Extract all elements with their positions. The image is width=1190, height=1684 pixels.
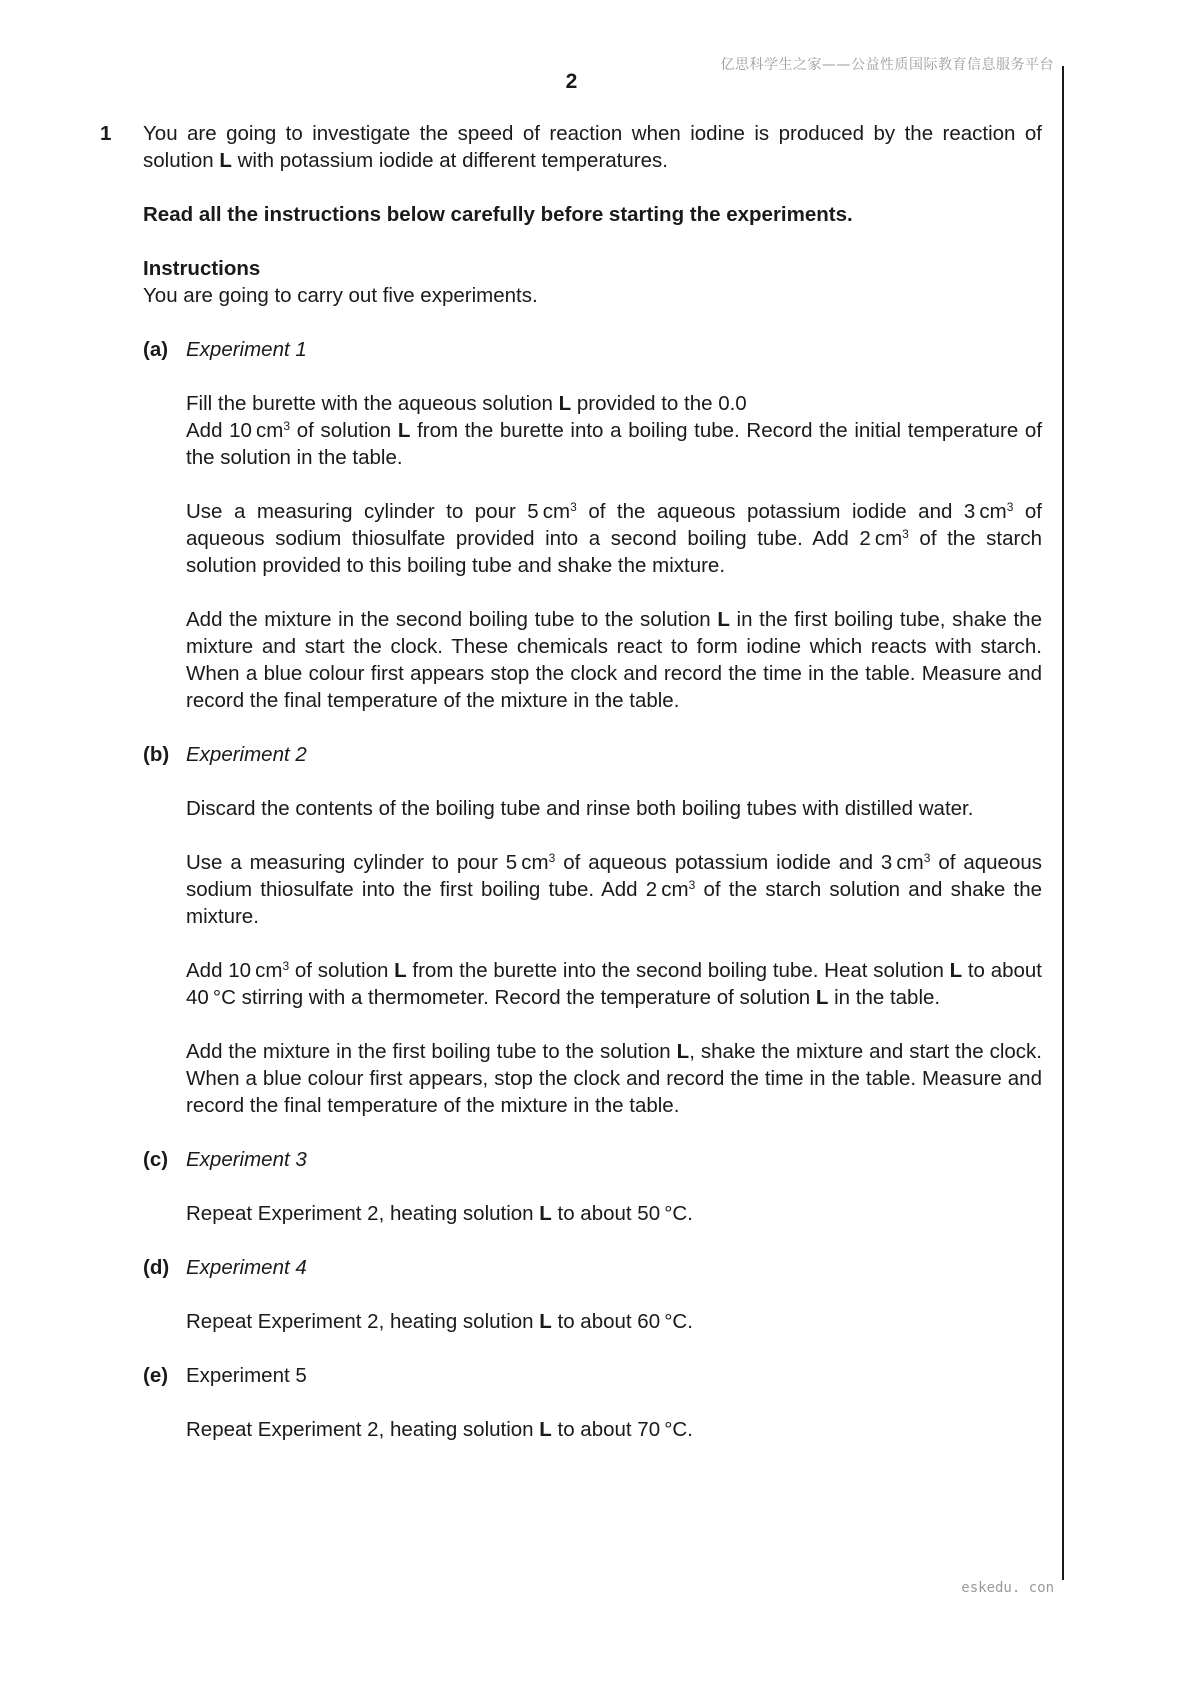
- part-title: Experiment 5: [186, 1364, 307, 1387]
- paragraph: Use a measuring cylinder to pour 5 $cm^3$ of the aqueous potassium iodide and 3 $cm^3$ of aqueous sodium thiosulfate provided into a second boiling tube. Add 2 $cm^3$ of the starch solution provided to this boiling tube and shake the mixture.: [186, 500, 1042, 577]
- question-content: [100, 120, 1042, 1443]
- question-number: 1: [100, 122, 112, 145]
- part-c-body: [186, 1200, 1042, 1227]
- paragraph: Add the mixture in the second boiling tube to the solution L in the first boiling tube, shake the mixture and start the clock. These chemicals react to form iodine which reacts with starch. When a blue colour first appears stop the clock and record the time in the table. Measure and record the final temperature of the mixture in the table.: [186, 608, 1042, 712]
- question-1: [100, 120, 1042, 309]
- watermark-bottom: eskedu. con: [961, 1580, 1054, 1596]
- read-all-instruction: Read all the instructions below carefully before starting the experiments.: [143, 203, 853, 226]
- part-label: (b): [143, 743, 170, 766]
- paragraph: Repeat Experiment 2, heating solution L to about 60 °C.: [186, 1310, 693, 1333]
- paragraph: Discard the contents of the boiling tube and rinse both boiling tubes with distilled water.: [186, 797, 974, 820]
- page-number: 2: [565, 70, 578, 93]
- paragraph: Add the mixture in the first boiling tube to the solution L, shake the mixture and start the clock. When a blue colour first appears, stop the clock and record the time in the table. Measure and record the final temperature of the mixture in the table.: [186, 1040, 1042, 1117]
- part-label: (e): [143, 1364, 169, 1387]
- part-label: (d): [143, 1256, 170, 1279]
- part-label: (a): [143, 338, 169, 361]
- part-e: [143, 1362, 1042, 1389]
- part-title: Experiment 3: [186, 1148, 307, 1171]
- paragraph: Add 10 $cm^3$ of solution L from the burette into the second boiling tube. Heat solution L to about 40 °C stirring with a thermometer. Record the temperature of solution L in the table.: [186, 959, 1043, 1009]
- instructions-heading: Instructions: [143, 257, 261, 280]
- part-b: [143, 741, 1042, 768]
- part-b-body: [186, 795, 1042, 1119]
- part-e-body: [186, 1416, 1042, 1443]
- paragraph: Fill the burette with the aqueous solution L provided to the 0.0 Add 10 $cm^3$ of solution L from the burette into a boiling tube. Record the initial temperature of the solution in the table.: [186, 392, 1043, 469]
- part-d-body: [186, 1308, 1042, 1335]
- paragraph: Use a measuring cylinder to pour 5 $cm^3$ of aqueous potassium iodide and 3 $cm^3$ of aqueous sodium thiosulfate into the first boiling tube. Add 2 $cm^3$ of the starch solution and shake the mixture.: [186, 851, 1042, 928]
- paragraph: Repeat Experiment 2, heating solution L to about 70 °C.: [186, 1418, 693, 1441]
- part-c: [143, 1146, 1042, 1173]
- part-label: (c): [143, 1148, 169, 1171]
- part-title: Experiment 2: [186, 743, 307, 766]
- instructions-text: You are going to carry out five experiments.: [143, 284, 538, 307]
- watermark-top: 亿思科学生之家——公益性质国际教育信息服务平台: [720, 57, 1054, 73]
- margin-rule: [1062, 66, 1064, 1580]
- part-d: [143, 1254, 1042, 1281]
- part-title: Experiment 4: [186, 1256, 307, 1279]
- part-a-body: [186, 390, 1042, 714]
- part-a: [143, 336, 1042, 363]
- question-intro: You are going to investigate the speed of reaction when iodine is produced by the reaction of solution L with potassium iodide at different temperatures.: [143, 122, 1042, 172]
- part-title: Experiment 1: [186, 338, 307, 361]
- paragraph: Repeat Experiment 2, heating solution L to about 50 °C.: [186, 1202, 693, 1225]
